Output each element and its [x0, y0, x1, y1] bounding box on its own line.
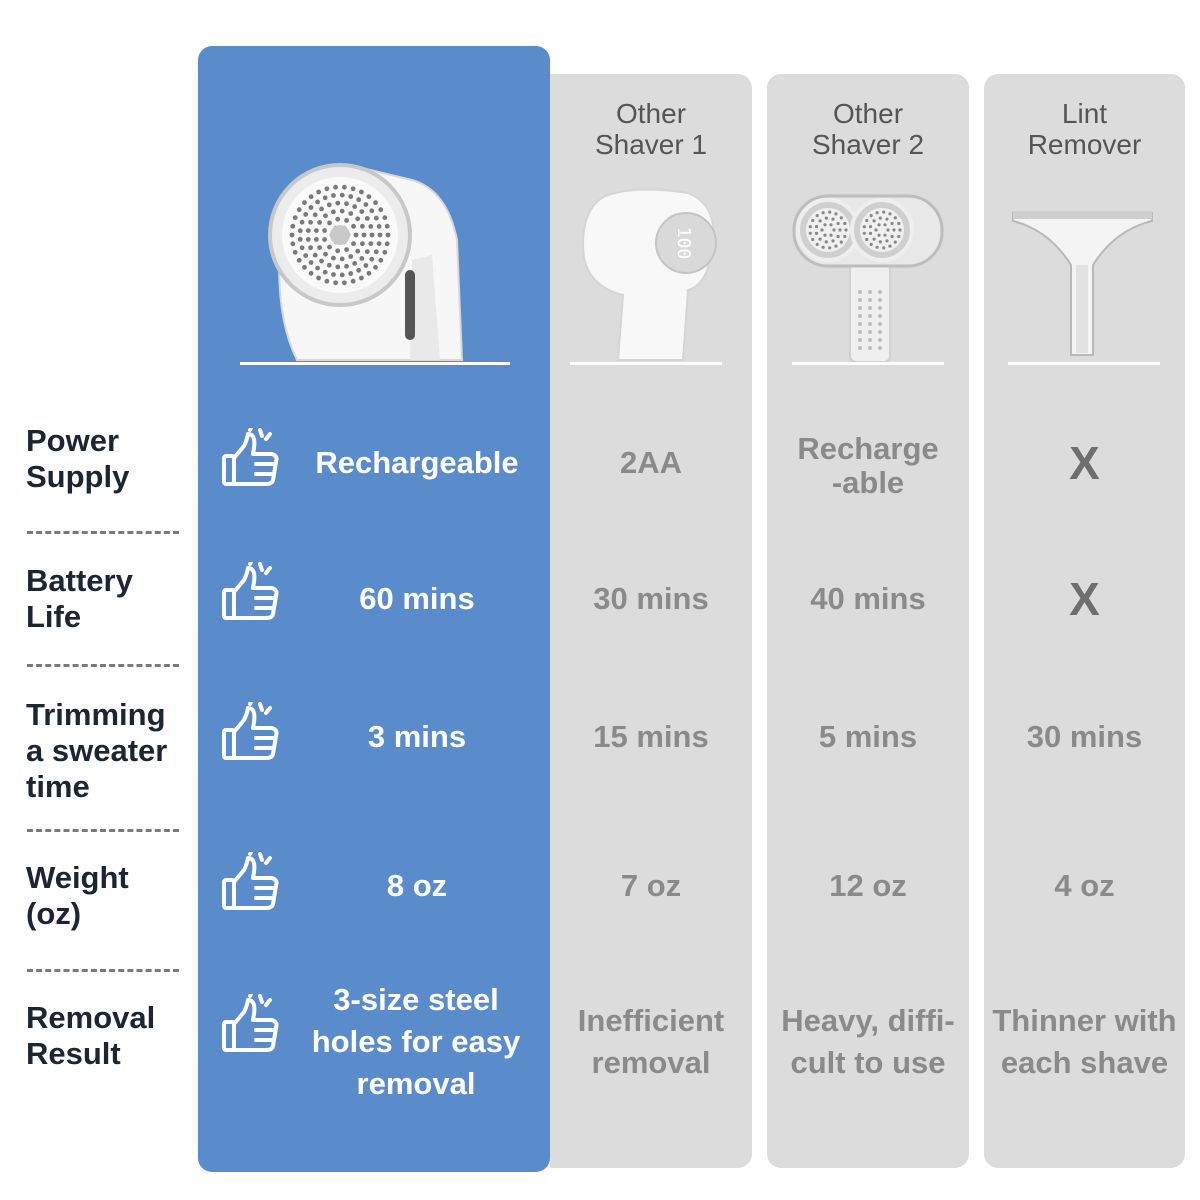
heading-line: Other [615, 98, 687, 129]
lint-remover-baseline [1008, 362, 1160, 365]
cell-line: removal [356, 1066, 476, 1101]
other-shaver-2-image [790, 192, 945, 364]
perforation-dot [319, 207, 324, 212]
shaver-1-heading [550, 98, 752, 160]
perforation-dot [344, 201, 349, 206]
perforation-dot [369, 257, 374, 262]
cell-line: 2AA [619, 445, 682, 480]
lint-remover-heading [984, 98, 1185, 160]
cell-shaver1-battery-life [550, 568, 752, 630]
perforation-dot [828, 246, 831, 249]
perforation-dot [359, 256, 364, 261]
perforation-dot [331, 256, 336, 261]
perforation-dot [322, 237, 327, 242]
perforation-dot [344, 218, 349, 223]
row-divider [27, 829, 179, 832]
grip-dot [868, 338, 872, 342]
perforation-dot [323, 270, 328, 275]
perforation-dot [869, 225, 872, 228]
grip-dot [868, 322, 872, 326]
perforation-dot [815, 225, 818, 228]
perforation-dot [319, 259, 324, 264]
perforation-dot [863, 232, 866, 235]
perforation-dot [368, 224, 373, 229]
perforation-dot [344, 264, 349, 269]
perforation-dot [877, 234, 880, 237]
perforation-dot [323, 213, 328, 218]
cell-line: 5 mins [818, 719, 918, 754]
grip-dot [858, 306, 862, 310]
perforation-dot [351, 186, 356, 191]
perforation-dot [327, 221, 332, 226]
perforation-dot [302, 265, 307, 270]
perforation-dot [370, 233, 375, 238]
row-label-weight [26, 860, 194, 932]
grip-dot [858, 290, 862, 294]
perforation-dot [314, 237, 319, 242]
cell-line: 4 oz [1054, 868, 1115, 903]
cell-lint-power-supply [984, 432, 1185, 494]
perforation-dot [831, 239, 834, 242]
perforation-dot [385, 241, 390, 246]
perforation-dot [378, 233, 383, 238]
perforation-dot [290, 224, 295, 229]
perforation-dot [356, 197, 361, 202]
perforation-dot [364, 263, 369, 268]
cell-shaver2-battery-life [767, 568, 969, 630]
label-line: Power [26, 423, 120, 458]
perforation-dot [365, 249, 370, 254]
cell-main-trimming-time [292, 706, 542, 768]
perforation-dot [362, 233, 367, 238]
perforation-dot [369, 208, 374, 213]
perforation-dot [877, 223, 880, 226]
grip-dot [878, 322, 882, 326]
row-divider [27, 531, 179, 534]
cell-lint-weight [984, 855, 1185, 917]
row-divider [27, 664, 179, 667]
featured-image-baseline [240, 362, 510, 365]
cell-line: 8 oz [386, 868, 448, 903]
perforation-dot [309, 260, 314, 265]
perforation-dot [883, 223, 886, 226]
perforation-dot [898, 228, 901, 231]
perforation-dot [298, 228, 303, 233]
perforation-dot [816, 243, 819, 246]
other-shaver-1-image [578, 185, 723, 363]
shaver-2-heading [767, 98, 969, 160]
perforation-dot [374, 249, 379, 254]
grip-dot [878, 290, 882, 294]
perforation-dot [331, 272, 336, 277]
cell-shaver2-weight [767, 855, 969, 917]
perforation-dot [386, 233, 391, 238]
perforation-dot [897, 222, 900, 225]
perforation-dot [364, 202, 369, 207]
heading-line: Remover [1027, 129, 1142, 160]
perforation-dot [834, 245, 837, 248]
grip-dot [878, 330, 882, 334]
cell-line: Inefficient [577, 1003, 725, 1038]
thumbs-up-icon [220, 702, 282, 764]
cell-line: 3-size steel [333, 982, 499, 1017]
perforation-dot [360, 224, 365, 229]
perforation-dot [365, 216, 370, 221]
cell-line: cult to use [790, 1045, 946, 1080]
perforation-dot [355, 249, 360, 254]
row-label-power-supply [26, 423, 194, 495]
cell-main-weight [292, 855, 542, 917]
perforation-dot [837, 222, 840, 225]
perforation-dot [382, 250, 387, 255]
perforation-dot [303, 212, 308, 217]
perforation-dot [811, 219, 814, 222]
perforation-dot [348, 254, 353, 259]
perforation-dot [828, 211, 831, 214]
grip-dot [868, 346, 872, 350]
perforation-dot [373, 265, 378, 270]
perforation-dot [822, 211, 825, 214]
row-divider [27, 969, 179, 972]
perforation-dot [317, 245, 322, 250]
perforation-dot [840, 241, 843, 244]
perforation-dot [368, 241, 373, 246]
perforation-dot [886, 228, 889, 231]
grip-dot [878, 338, 882, 342]
perforation-dot [894, 216, 897, 219]
heading-line: Other [832, 98, 904, 129]
perforation-dot [351, 224, 356, 229]
cell-shaver1-power-supply [550, 432, 752, 494]
label-line: Removal [26, 1000, 156, 1035]
perforation-dot [327, 245, 332, 250]
grip-dot [868, 314, 872, 318]
perforation-dot [303, 253, 308, 258]
perforation-dot [315, 200, 320, 205]
perforation-dot [819, 238, 822, 241]
perforation-dot [309, 194, 314, 199]
perforation-dot [870, 243, 873, 246]
thumbs-up-icon [220, 428, 282, 490]
label-line: Battery [26, 563, 133, 598]
cell-line: X [1069, 573, 1100, 625]
perforation-dot [306, 228, 311, 233]
perforation-dot [331, 193, 336, 198]
perforation-dot [290, 233, 295, 238]
perforation-dot [335, 265, 340, 270]
perforation-dot [816, 214, 819, 217]
perforation-dot [300, 245, 305, 250]
perforation-dot [327, 263, 332, 268]
perforation-dot [834, 212, 837, 215]
perforation-dot [819, 219, 822, 222]
perforation-dot [309, 271, 314, 276]
perforation-dot [809, 225, 812, 228]
cell-line: Rechargeable [315, 445, 519, 480]
cell-main-removal-result [288, 978, 544, 1106]
perforation-dot [308, 220, 313, 225]
perforation-dot [352, 261, 357, 266]
grip-dot [878, 314, 882, 318]
perforation-dot [302, 200, 307, 205]
row-label-battery-life [26, 563, 194, 635]
perforation-dot [883, 234, 886, 237]
thumbs-up-icon [220, 852, 282, 914]
cell-shaver2-power-supply [767, 425, 969, 507]
perforation-dot [297, 207, 302, 212]
perforation-dot [359, 276, 364, 281]
cell-lint-trimming-time [984, 706, 1185, 768]
heading-line: Shaver 1 [594, 129, 708, 160]
grip-dot [858, 330, 862, 334]
perforation-dot [888, 212, 891, 215]
lint-remover-image [1005, 205, 1160, 363]
shaver-1-baseline [570, 362, 722, 365]
perforation-dot [897, 235, 900, 238]
cell-lint-battery-life [984, 568, 1185, 630]
cell-line: X [1069, 437, 1100, 489]
heading-line: Lint [1061, 98, 1108, 129]
thumbs-up-icon [220, 562, 282, 624]
perforation-dot [378, 207, 383, 212]
cell-line: 3 mins [367, 719, 467, 754]
cell-line: Recharge [797, 431, 939, 466]
perforation-dot [885, 218, 888, 221]
cell-line: each shave [1000, 1045, 1169, 1080]
cell-line: 15 mins [593, 719, 709, 754]
perforation-dot [373, 200, 378, 205]
cell-lint-removal-result [984, 1000, 1185, 1084]
perforation-dot [306, 237, 311, 242]
cell-line: Thinner with [992, 1003, 1177, 1038]
perforation-dot [293, 215, 298, 220]
perforation-dot [351, 241, 356, 246]
grip-dot [868, 330, 872, 334]
perforation-dot [290, 241, 295, 246]
perforation-dot [355, 216, 360, 221]
perforation-dot [317, 220, 322, 225]
perforation-dot [892, 228, 895, 231]
perforation-dot [344, 247, 349, 252]
grip-dot [858, 322, 862, 326]
perforation-dot [825, 217, 828, 220]
grip-dot [868, 298, 872, 302]
perforation-dot [315, 266, 320, 271]
perforation-dot [891, 222, 894, 225]
svg-text:100: 100 [673, 226, 694, 260]
perforation-dot [325, 186, 330, 191]
perforation-dot [300, 220, 305, 225]
perforation-dot [822, 246, 825, 249]
heading-line: Shaver 2 [811, 129, 925, 160]
perforation-dot [832, 228, 835, 231]
perforation-dot [348, 271, 353, 276]
thumbs-up-icon [220, 994, 282, 1056]
cell-line: removal [591, 1045, 711, 1080]
featured-shaver-image [262, 160, 502, 365]
grip-dot [858, 346, 862, 350]
perforation-dot [377, 241, 382, 246]
perforation-dot [382, 215, 387, 220]
grip-dot [858, 298, 862, 302]
perforation-dot [882, 211, 885, 214]
perforation-dot [843, 235, 846, 238]
grip-dot [868, 306, 872, 310]
perforation-dot [815, 232, 818, 235]
perforation-dot [894, 241, 897, 244]
perforation-dot [378, 258, 383, 263]
perforation-dot [874, 228, 877, 231]
perforation-dot [377, 224, 382, 229]
perforation-dot [313, 253, 318, 258]
perforation-dot [314, 228, 319, 233]
grip-dot [878, 346, 882, 350]
perforation-dot [340, 193, 345, 198]
perforation-dot [293, 250, 298, 255]
perforation-dot [873, 219, 876, 222]
perforation-dot [865, 238, 868, 241]
perforation-dot [843, 222, 846, 225]
perforation-dot [342, 280, 347, 285]
label-line: a sweater [26, 733, 168, 768]
perforation-dot [316, 276, 321, 281]
grip-dot [878, 306, 882, 310]
perforation-dot [333, 185, 338, 190]
cell-line: 7 oz [620, 868, 682, 903]
perforation-dot [348, 211, 353, 216]
perforation-dot [885, 239, 888, 242]
perforation-dot [820, 228, 823, 231]
perforation-dot [879, 217, 882, 220]
row-label-trimming-time [26, 697, 194, 805]
perforation-dot [367, 271, 372, 276]
perforation-dot [385, 224, 390, 229]
perforation-dot [356, 268, 361, 273]
perforation-dot [359, 190, 364, 195]
perforation-dot [870, 214, 873, 217]
perforation-dot [323, 252, 328, 257]
perforation-dot [351, 279, 356, 284]
grip-dot [878, 298, 882, 302]
perforation-dot [876, 211, 879, 214]
cell-shaver1-trimming-time [550, 706, 752, 768]
perforation-dot [348, 194, 353, 199]
cell-main-power-supply [292, 432, 542, 494]
perforation-dot [837, 235, 840, 238]
perforation-dot [888, 245, 891, 248]
shaver-2-baseline [792, 362, 944, 365]
label-line: Trimming [26, 697, 166, 732]
perforation-dot [323, 195, 328, 200]
perforation-dot [809, 232, 812, 235]
perforation-dot [298, 237, 303, 242]
perforation-dot [831, 218, 834, 221]
cell-line: -able [831, 465, 905, 500]
grip-dot [858, 338, 862, 342]
perforation-dot [335, 217, 340, 222]
perforation-dot [340, 209, 345, 214]
grip-dot [858, 314, 862, 318]
perforation-dot [333, 280, 338, 285]
cell-line: 60 mins [359, 581, 475, 616]
perforation-dot [308, 245, 313, 250]
perforation-dot [325, 279, 330, 284]
perforation-dot [331, 210, 336, 215]
perforation-dot [840, 216, 843, 219]
cell-line: 12 oz [829, 868, 907, 903]
perforation-dot [340, 257, 345, 262]
perforation-dot [327, 202, 332, 207]
perforation-dot [829, 223, 832, 226]
label-line: (oz) [26, 896, 82, 931]
perforation-dot [313, 212, 318, 217]
perforation-dot [863, 225, 866, 228]
perforation-dot [811, 238, 814, 241]
perforation-dot [374, 216, 379, 221]
cell-line: 30 mins [1026, 719, 1143, 754]
perforation-dot [342, 185, 347, 190]
label-line: Supply [26, 459, 130, 494]
perforation-dot [297, 258, 302, 263]
cell-shaver1-weight [550, 855, 752, 917]
cell-shaver2-trimming-time [767, 706, 969, 768]
perforation-dot [876, 246, 879, 249]
perforation-dot [873, 238, 876, 241]
perforation-dot [829, 234, 832, 237]
perforation-dot [335, 201, 340, 206]
perforation-dot [322, 228, 327, 233]
label-line: time [26, 769, 90, 804]
label-line: Life [26, 599, 82, 634]
cell-main-battery-life [292, 568, 542, 630]
perforation-dot [309, 205, 314, 210]
perforation-dot [335, 248, 340, 253]
perforation-dot [865, 219, 868, 222]
cell-line: 40 mins [810, 581, 926, 616]
label-line: Weight [26, 860, 129, 895]
perforation-dot [360, 241, 365, 246]
perforation-dot [354, 233, 359, 238]
cell-line: Heavy, diffi- [781, 1003, 955, 1038]
row-label-removal-result [26, 1000, 194, 1072]
perforation-dot [838, 228, 841, 231]
perforation-dot [879, 240, 882, 243]
perforation-dot [844, 228, 847, 231]
perforation-dot [882, 246, 885, 249]
perforation-dot [340, 273, 345, 278]
perforation-dot [823, 234, 826, 237]
perforation-dot [367, 194, 372, 199]
cell-shaver1-removal-result [550, 1000, 752, 1084]
grip-dot [868, 290, 872, 294]
cell-line: 30 mins [593, 581, 709, 616]
perforation-dot [359, 209, 364, 214]
perforation-dot [352, 204, 357, 209]
perforation-dot [316, 190, 321, 195]
label-line: Result [26, 1036, 121, 1071]
cell-shaver2-removal-result [767, 1000, 969, 1084]
perforation-dot [891, 235, 894, 238]
perforation-dot [825, 240, 828, 243]
perforation-dot [869, 232, 872, 235]
cell-line: holes for easy [311, 1024, 521, 1059]
perforation-dot [823, 223, 826, 226]
